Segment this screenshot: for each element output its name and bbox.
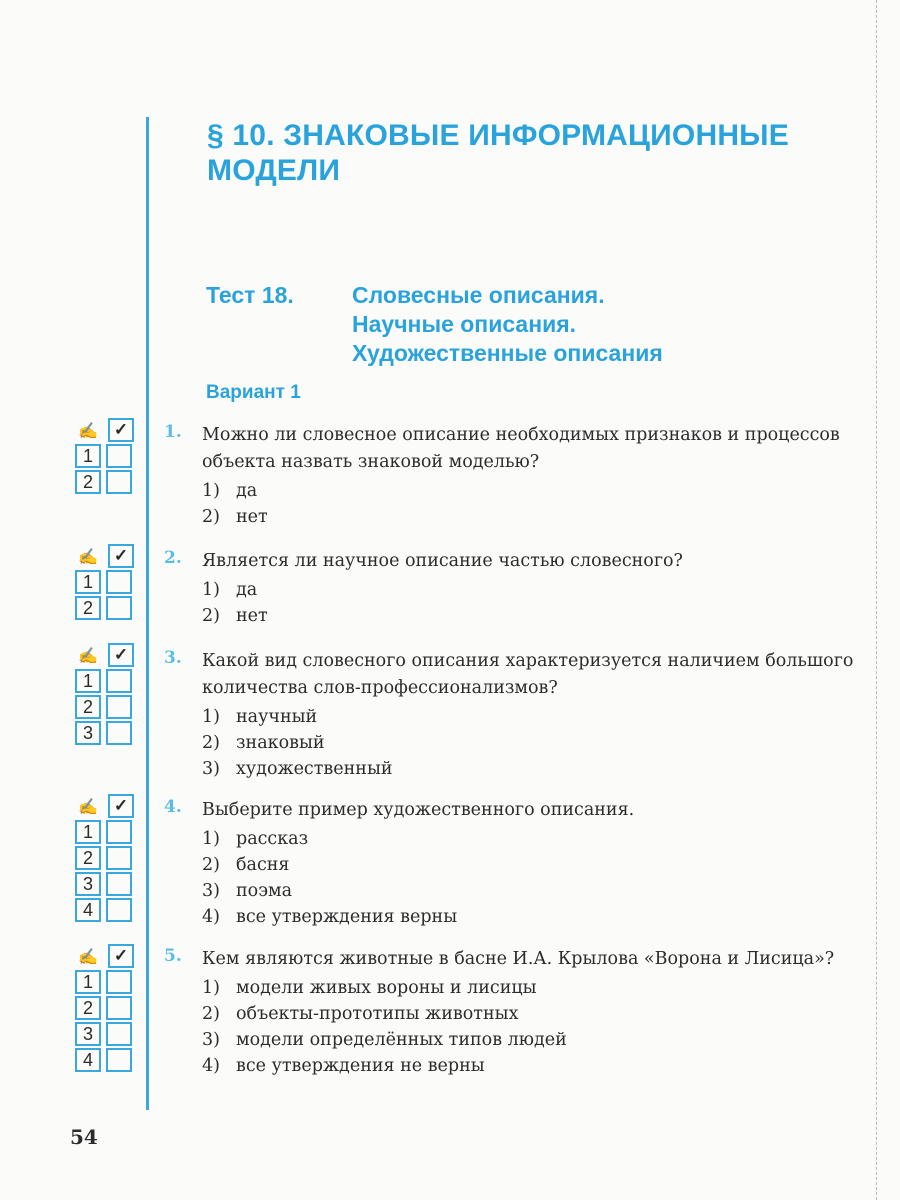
answer-grid-q2 [75, 544, 139, 622]
option-number-box: 2 [75, 996, 101, 1020]
options-list [202, 826, 864, 930]
answer-checkbox[interactable] [106, 470, 132, 494]
check-icon: ✓ [108, 944, 134, 968]
option: 2) нет [202, 606, 268, 626]
margin-rule [146, 117, 149, 1110]
question-text: Можно ли словесное описание необходимых признаков и процессов объекта назвать знаковой моделью? [202, 425, 840, 472]
test-title-line: Научные описания. [352, 311, 577, 337]
pen-icon: ✍ [78, 946, 98, 966]
answer-checkbox[interactable] [106, 996, 132, 1020]
option-number-box: 4 [75, 898, 101, 922]
question-number: 5. [164, 946, 182, 966]
test-title [352, 281, 663, 368]
answer-grid-q4 [75, 794, 139, 924]
pen-icon: ✍ [78, 796, 98, 816]
option-number-box: 1 [75, 970, 101, 994]
question-2 [164, 548, 864, 629]
options-list [202, 577, 864, 629]
options-list [202, 478, 864, 530]
option: 1) научный [202, 707, 318, 727]
option-number-box: 3 [75, 1022, 101, 1046]
question-5 [164, 946, 864, 1079]
check-icon: ✓ [108, 643, 134, 667]
test-heading [206, 281, 663, 368]
option: 3) модели определённых типов людей [202, 1030, 567, 1050]
test-number: Тест 18. [206, 282, 294, 308]
question-3 [164, 648, 864, 782]
question-text: Является ли научное описание частью словесного? [202, 551, 683, 571]
options-list [202, 704, 864, 782]
question-text: Выберите пример художественного описания. [202, 800, 635, 820]
option-number-box: 2 [75, 695, 101, 719]
answer-grid-q1 [75, 418, 139, 496]
option: 2) нет [202, 507, 268, 527]
pen-icon: ✍ [78, 546, 98, 566]
option: 2) объекты-прототипы животных [202, 1004, 519, 1024]
answer-checkbox[interactable] [106, 898, 132, 922]
option-number-box: 4 [75, 1048, 101, 1072]
option: 4) все утверждения не верны [202, 1056, 485, 1076]
question-number: 2. [164, 548, 182, 568]
chapter-title [207, 118, 867, 188]
option-number-box: 1 [75, 669, 101, 693]
option-number-box: 2 [75, 470, 101, 494]
answer-checkbox[interactable] [106, 1022, 132, 1046]
question-number: 1. [164, 422, 182, 442]
option: 3) поэма [202, 881, 293, 901]
question-number: 3. [164, 648, 182, 668]
check-icon: ✓ [108, 544, 134, 568]
option: 2) басня [202, 855, 290, 875]
option: 3) художественный [202, 759, 393, 779]
answer-checkbox[interactable] [106, 695, 132, 719]
answer-grid-q3 [75, 643, 139, 747]
answer-grid-q5 [75, 944, 139, 1074]
answer-checkbox[interactable] [106, 570, 132, 594]
chapter-title-line-2: МОДЕЛИ [207, 154, 341, 187]
check-icon: ✓ [108, 418, 134, 442]
option: 2) знаковый [202, 733, 325, 753]
answer-checkbox[interactable] [106, 596, 132, 620]
option: 1) модели живых вороны и лисицы [202, 978, 537, 998]
option: 4) все утверждения верны [202, 907, 458, 927]
answer-checkbox[interactable] [106, 970, 132, 994]
answer-checkbox[interactable] [106, 820, 132, 844]
question-4 [164, 797, 864, 930]
option-number-box: 2 [75, 596, 101, 620]
test-title-line: Словесные описания. [352, 282, 605, 308]
answer-checkbox[interactable] [106, 1048, 132, 1072]
answer-checkbox[interactable] [106, 872, 132, 896]
answer-checkbox[interactable] [106, 846, 132, 870]
chapter-title-line-1: § 10. ЗНАКОВЫЕ ИНФОРМАЦИОННЫЕ [207, 119, 789, 152]
pen-icon: ✍ [78, 645, 98, 665]
pen-icon: ✍ [78, 420, 98, 440]
page-edge-dashed-line [876, 0, 877, 1200]
options-list [202, 975, 864, 1079]
option-number-box: 1 [75, 820, 101, 844]
page-number: 54 [70, 1125, 98, 1149]
option-number-box: 1 [75, 444, 101, 468]
question-text: Кем являются животные в басне И.А. Крылова «Ворона и Лисица»? [202, 949, 835, 969]
option: 1) да [202, 580, 258, 600]
variant-label: Вариант 1 [206, 382, 301, 403]
option: 1) рассказ [202, 829, 309, 849]
question-text: Какой вид словесного описания характеризуется наличием большого количества слов-профессионализмов? [202, 651, 854, 698]
option-number-box: 2 [75, 846, 101, 870]
question-number: 4. [164, 797, 182, 817]
option-number-box: 3 [75, 872, 101, 896]
answer-checkbox[interactable] [106, 669, 132, 693]
answer-checkbox[interactable] [106, 721, 132, 745]
answer-checkbox[interactable] [106, 444, 132, 468]
check-icon: ✓ [108, 794, 134, 818]
option: 1) да [202, 481, 258, 501]
test-title-line: Художественные описания [352, 340, 663, 366]
option-number-box: 3 [75, 721, 101, 745]
question-1 [164, 422, 864, 530]
option-number-box: 1 [75, 570, 101, 594]
